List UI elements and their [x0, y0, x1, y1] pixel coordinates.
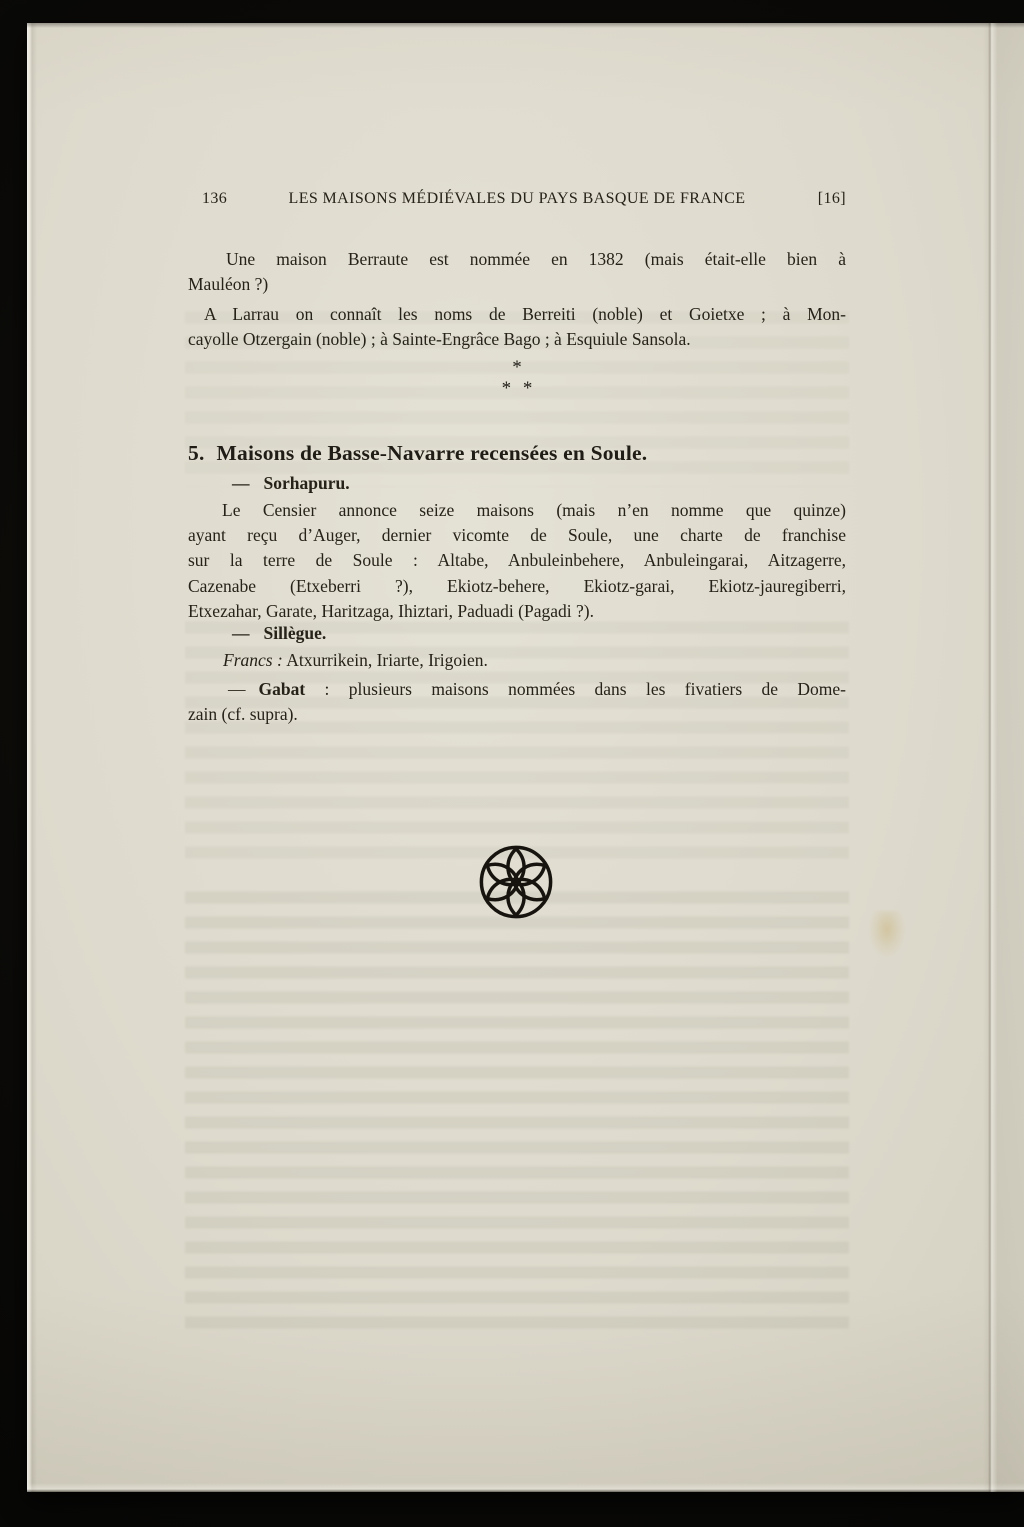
text-line: Une maison Berraute est nommée en 1382 (mais était-elle bien à — [226, 249, 846, 269]
gabat-label: Gabat — [258, 679, 306, 699]
page-top-edge — [27, 23, 1024, 28]
paper-stain — [869, 911, 905, 957]
text-line: Mauléon ?) — [188, 274, 269, 295]
text-line: Etxezahar, Garate, Haritzaga, Ihiztari, Paduadi (Pagadi ?). — [188, 600, 594, 621]
em-dash: — — [232, 473, 250, 493]
francs-line — [188, 648, 881, 673]
subheading-sillegue — [188, 621, 890, 646]
book-page — [27, 23, 1024, 1492]
page-left-edge — [27, 23, 37, 1492]
asterisk-separator — [188, 357, 846, 399]
asterisk-top: * — [512, 357, 522, 378]
text-line: ayant reçu d’Auger, dernier vicomte de Soule, une charte de franchise — [188, 525, 846, 546]
section-heading — [188, 441, 846, 466]
page-number: 136 — [202, 190, 228, 207]
asterisk-pair: * * — [501, 378, 533, 399]
paragraph-censier — [188, 498, 846, 624]
verso-bleedthrough-bottom — [185, 885, 849, 1341]
sorhapuru-label: Sorhapuru. — [263, 473, 350, 493]
gabat-line-1 — [188, 677, 846, 702]
paragraph-larrau — [188, 302, 846, 352]
gabat-text: : plusieurs maisons nommées dans les fivatiers de Dome- — [305, 679, 846, 699]
subheading-sorhapuru — [188, 471, 890, 496]
francs-names: Atxurrikein, Iriarte, Irigoien. — [282, 650, 488, 670]
text-line: cayolle Otzergain (noble) ; à Sainte-Engrâce Bago ; à Esquiule Sansola. — [188, 329, 691, 350]
section-title: Maisons de Basse-Navarre recensées en Soule. — [216, 441, 648, 465]
section-number: 5. — [188, 441, 205, 465]
hexafoil-rosette-ornament — [477, 843, 555, 921]
gabat-line-2: zain (cf. supra). — [188, 704, 298, 725]
sillegue-label: Sillègue. — [263, 623, 327, 643]
em-dash: — — [232, 623, 250, 643]
paragraph-gabat — [188, 677, 846, 727]
running-title: LES MAISONS MÉDIÉVALES DU PAYS BASQUE DE FRANCE — [288, 190, 746, 207]
bracket-folio: [16] — [817, 190, 846, 207]
text-line: A Larrau on connaît les noms de Berreiti (noble) et Goietxe ; à Mon- — [204, 304, 846, 324]
text-line: Le Censier annonce seize maisons (mais n’en nomme que quinze) — [222, 500, 846, 520]
page-fold-crease — [983, 23, 1024, 1492]
text-line: sur la terre de Soule : Altabe, Anbuleinbehere, Anbuleingarai, Aitzagerre, — [188, 550, 846, 571]
rosette-icon — [477, 843, 555, 921]
text-line: Cazenabe (Etxeberri ?), Ekiotz-behere, Ekiotz-garai, Ekiotz-jauregiberri, — [188, 575, 846, 596]
page-bottom-edge — [27, 1483, 1024, 1492]
em-dash: — — [228, 679, 246, 699]
paragraph-berraute — [188, 247, 846, 297]
francs-label: Francs : — [223, 650, 283, 670]
